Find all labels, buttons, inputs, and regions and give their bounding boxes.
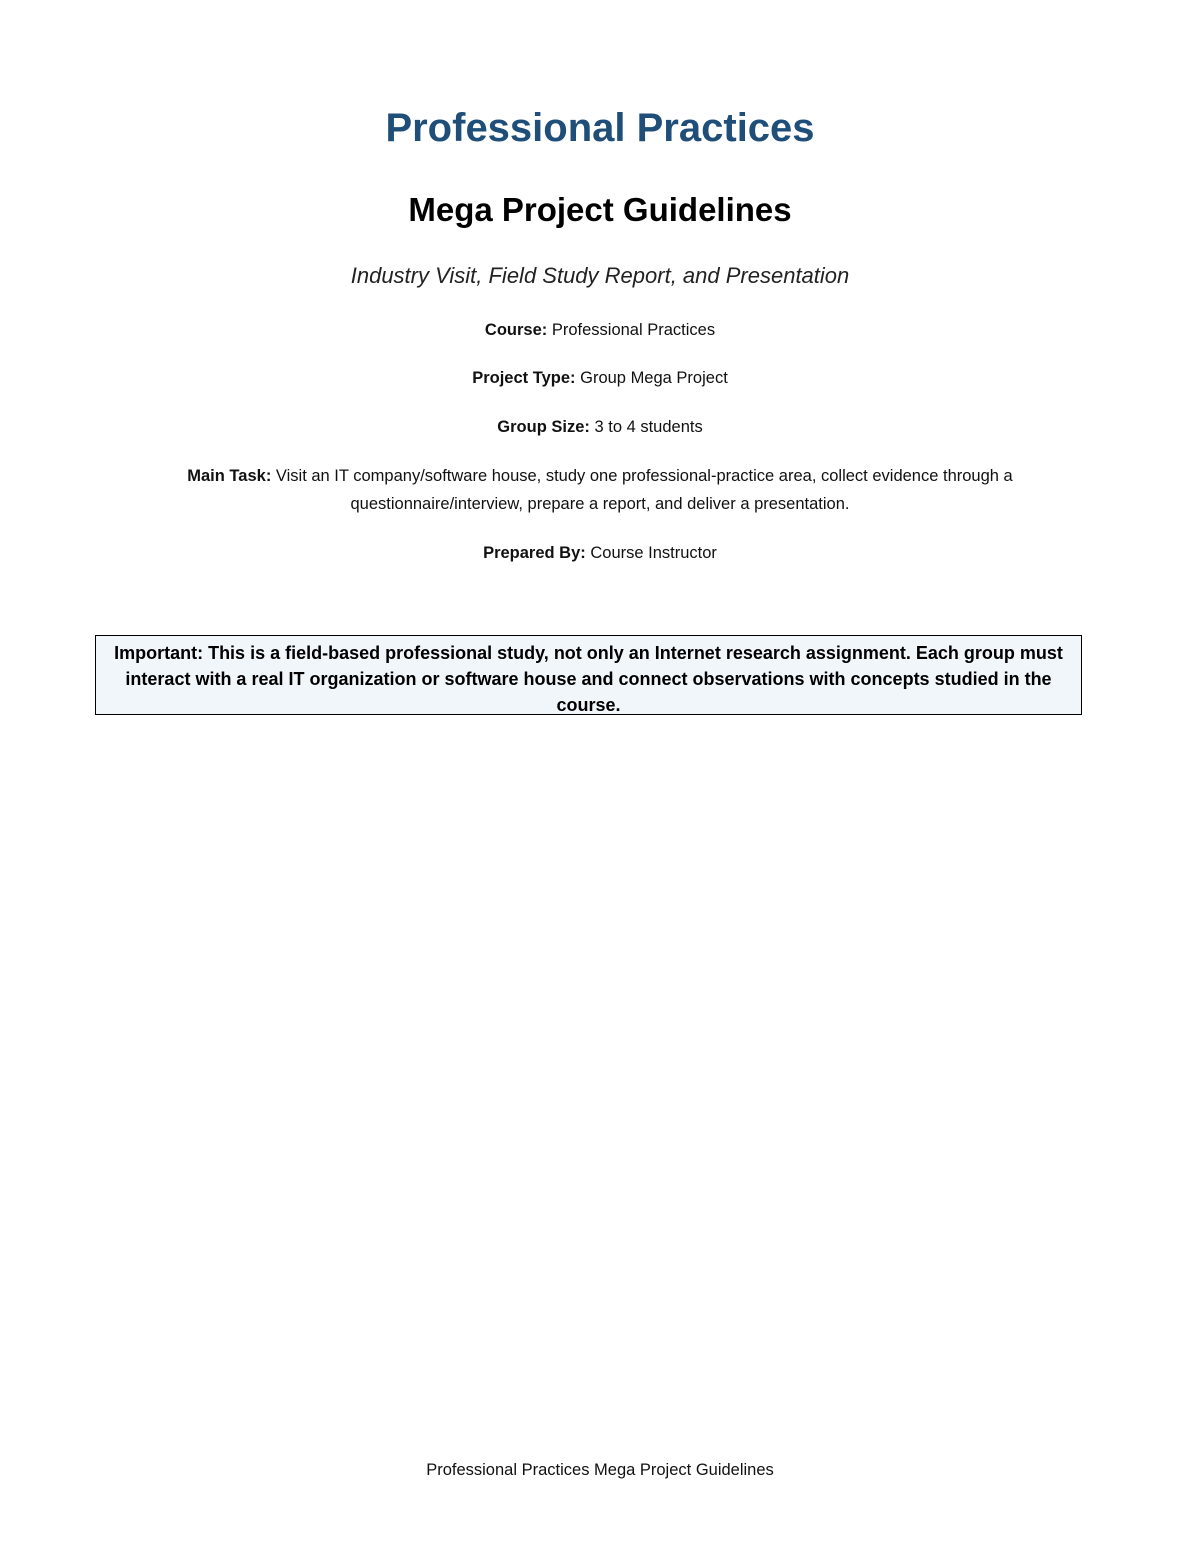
main-task-value: Visit an IT company/software house, study one professional-practice area, collect evidence through a questionnaire/interview, prepare a report, and deliver a presentation. <box>275 467 1013 513</box>
project-type-label: Project Type: <box>472 369 576 387</box>
main-task-label: Main Task: <box>187 467 272 485</box>
prepared-by-label: Prepared By: <box>483 544 586 562</box>
document-subtitle: Mega Project Guidelines <box>408 191 792 228</box>
prepared-by-line <box>120 539 1080 567</box>
main-task-line <box>120 462 1080 518</box>
group-size-label: Group Size: <box>497 418 590 436</box>
project-type-value: Group Mega Project <box>580 369 728 387</box>
course-label: Course: <box>484 321 548 339</box>
course-line <box>120 316 1080 344</box>
important-note-box: Important: This is a field-based professional study, not only an Internet research assignment. Each group must interact with a real IT organization or software house and connect observations with concepts studied in the course. <box>95 635 1082 715</box>
page-footer: Professional Practices Mega Project Guidelines <box>426 1461 774 1479</box>
group-size-value: 3 to 4 students <box>594 418 703 436</box>
document-tagline: Industry Visit, Field Study Report, and Presentation <box>350 263 850 288</box>
group-size-line <box>120 413 1080 441</box>
document-title: Professional Practices <box>385 106 815 150</box>
project-type-line <box>120 364 1080 392</box>
course-value: Professional Practices <box>551 321 716 339</box>
prepared-by-value: Course Instructor <box>590 544 717 562</box>
